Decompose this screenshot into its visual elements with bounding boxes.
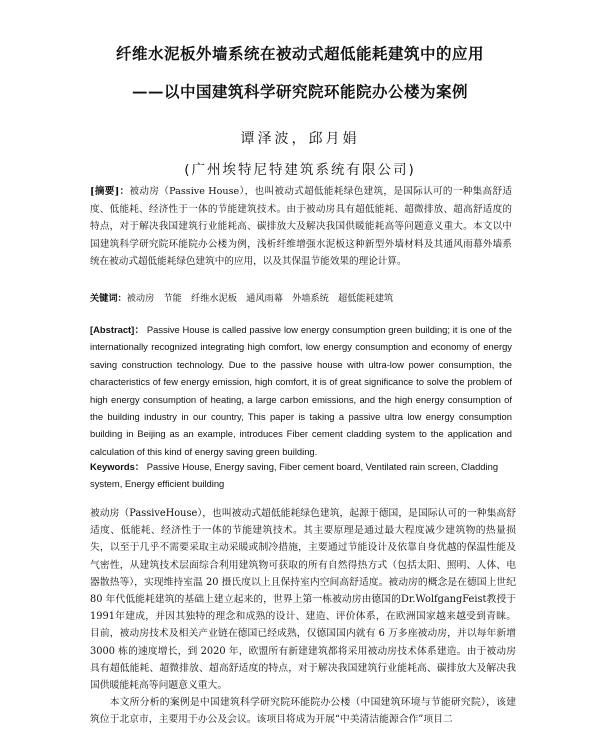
english-keywords-label: Keywords：	[90, 461, 145, 472]
chinese-keywords-label: 关键词：	[90, 293, 127, 304]
body-paragraph-2: 本文所分析的案例是中国建筑科学研究院环能院办公楼（中国建筑环境与节能研究院），该建筑位于北京市，主要用于办公及会议。该项目将成为开展“中美清洁能源合作”项目二	[90, 697, 516, 726]
english-abstract-label: [Abstract]：	[90, 324, 145, 335]
paper-title: 纤维水泥板外墙系统在被动式超低能耗建筑中的应用	[115, 44, 484, 63]
body-paragraph-1: 被动房（PassiveHouse），也叫被动式超低能耗绿色建筑，起源于德国，是国际认可的一种集高舒适度、低能耗、经济性于一体的节能建筑技术。其主要原理是通过最大程度减少建筑物的热量损失，以至于几乎不需要采取主动采暖或制冷措施，主要通过节能设计及依靠自身优越的保温性能及气密性，从建筑技术层面综合利用建筑物可获取的所有自然得热方式（包括太阳、照明、人体、电器散热等），实现维持室温 20 摄氏度以上且保持室内空间高舒适度。被动房的概念是在德国上世纪 80 年代低能耗建筑的基础上建立起来的，世界上第一栋被动房由德国的Dr.WolfgangFeist教授于1991年建成，并因其独特的理念和成熟的设计、建造、评价体系，在欧洲国家越来越受到青睐。目前，被动房技术及相关产业链在德国已经成熟，仅德国国内就有 6 万多座被动房，并以每年新增 3000 栋的速度增长，到 2020 年，欧盟所有新建建筑都将采用被动房技术体系建造。由于被动房具有超低能耗、超微排放、超高舒适度的特点，对于解决我国建筑行业能耗高、碳排放大及解决我国供暖能耗高等问题意义重大。	[90, 508, 516, 692]
body-text	[90, 505, 516, 729]
chinese-keywords-text: 被动房 节能 纤维水泥板 通风雨幕 外墙系统 超低能耗建筑	[126, 293, 394, 304]
chinese-keywords	[90, 291, 512, 307]
chinese-abstract-text: 被动房（Passive House），也叫被动式超低能耗绿色建筑，是国际认可的一种集高舒适度、低能耗、经济性于一体的节能建筑技术。由于被动房具有超低能耗、超微排放、超高舒适度的特点，对于解决我国建筑行业能耗高、碳排放大及解决我国供暖能耗高等问题意义重大。本文以中国建筑科学研究院环能院办公楼为例，浅析纤维增强水泥板这种新型外墙材料及其通风雨幕外墙系统在被动式超低能耗绿色建筑中的应用，以及其保温节能效果的理论计算。	[90, 186, 512, 267]
english-keywords-text: Passive House, Energy saving, Fiber cement board, Ventilated rain screen, Cladding system, Energy efficient building	[90, 461, 499, 490]
english-keywords	[90, 458, 512, 493]
english-abstract	[90, 321, 512, 460]
affiliation: (广州埃特尼特建筑系统有限公司)	[184, 162, 416, 178]
english-abstract-text: Passive House is called passive low energy consumption green building; it is one of the internationally recognized integrating high comfort, low energy consumption and economy of energy saving construction technology. Due to the passive house with ultra-low power consumption, the characteristics of few energy emission, high comfort, it is of great significance to solve the problem of high energy consumption of heating, a large carbon emissions, and the high energy consumption of the building industry in our country, This paper is taking a passive ultra low energy consumption building in Beijing as an example, introduces Fiber cement cladding system to the application and calculation of this kind of energy saving green building.	[90, 324, 513, 457]
chinese-abstract	[90, 183, 512, 271]
authors: 谭泽波，邱月娟	[240, 131, 360, 147]
chinese-abstract-label: [摘要]：	[90, 186, 130, 197]
paper-subtitle: ——以中国建筑科学研究院环能院办公楼为案例	[131, 82, 468, 101]
